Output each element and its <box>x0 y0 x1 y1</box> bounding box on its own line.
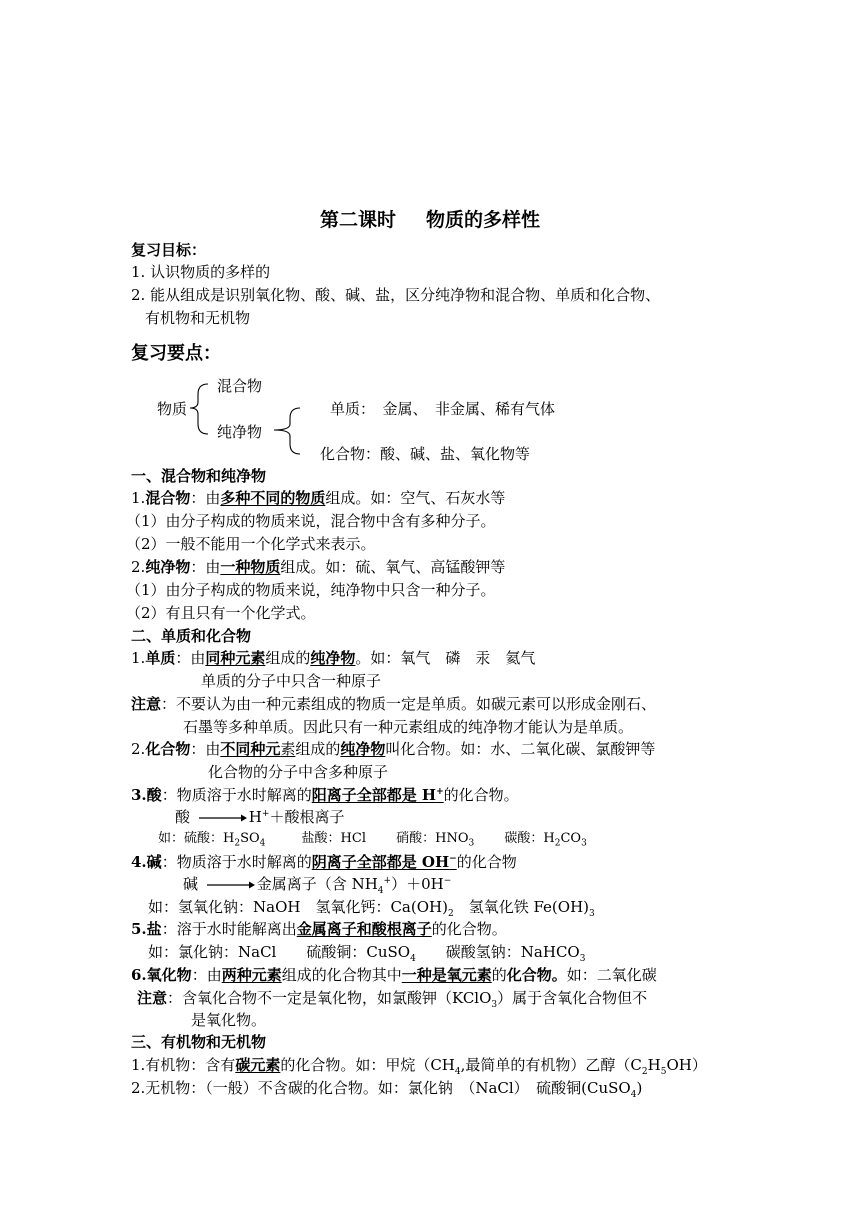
base-examples: 如：氢氧化钠：NaOH 氢氧化钙：$Ca(OH)_2$ 氢氧化铁 $Fe(OH)_3$ <box>148 898 595 919</box>
tree-pure: 纯净物 <box>217 423 263 441</box>
oxide-caution: 注意：含氧化合物不一定是氧化物，如氯酸钾（KClO$_3$）属于含氧化合物但不 <box>137 989 648 1010</box>
mixture-definition: 1.混合物：由多种不同的物质组成。如：空气、石灰水等 <box>131 489 506 507</box>
goal-item-2: 2. 能从组成是识别氧化物、酸、碱、盐，区分纯净物和混合物、单质和化合物、 <box>131 286 661 304</box>
section2-heading: 二、单质和化合物 <box>131 627 252 645</box>
pure-note-2: （2）有且只有一个化学式。 <box>126 604 316 622</box>
title-part2: 物质的多样性 <box>426 209 541 231</box>
section3-heading: 三、有机物和无机物 <box>131 1033 267 1051</box>
section1-heading: 一、混合物和纯净物 <box>131 467 267 485</box>
title-part1: 第二课时 <box>319 209 396 231</box>
arrow-right-icon <box>205 880 255 890</box>
acid-definition: 3.酸：物质溶于水时解离的阳离子全部都是 H+的化合物。 <box>131 786 519 804</box>
element-note: 单质的分子中只含一种原子 <box>201 672 382 690</box>
tree-braces <box>0 0 860 470</box>
base-definition: 4.碱：物质溶于水时解离的阴离子全部都是 OH−的化合物 <box>131 853 517 871</box>
salt-examples: 如：氯化钠：NaCl 硫酸铜：CuSO$_4$ 碳酸氢钠：NaHCO$_3$ <box>148 943 586 964</box>
element-caution: 注意：不要认为由一种元素组成的物质一定是单质。如碳元素可以形成金刚石、 <box>131 695 657 713</box>
tree-mixture: 混合物 <box>217 377 263 395</box>
pure-note-1: （1）由分子构成的物质来说，纯净物中只含一种分子。 <box>126 581 496 599</box>
acid-equation: 酸 H+＋酸根离子 <box>175 808 345 826</box>
oxide-definition: 6.氧化物：由两种元素组成的化合物其中一种是氧元素的化合物。如：二氧化碳 <box>131 966 657 984</box>
acid-examples: 如：硫酸：$H_2SO_4$ 盐酸：HCl 硝酸：$HNO_3$ 碳酸：$H_2CO_3$ <box>158 831 587 849</box>
tree-element: 单质： 金属、 非金属、稀有气体 <box>330 400 556 418</box>
oxide-caution-cont: 是氧化物。 <box>191 1011 267 1029</box>
element-caution-cont: 石墨等多种单质。因此只有一种元素组成的纯净物才能认为是单质。 <box>183 718 634 736</box>
base-equation: 碱 金属离子（含 $NH_4^+)+0H^-$ <box>183 875 452 896</box>
pure-definition: 2.纯净物：由一种物质组成。如：硫、氧气、高锰酸钾等 <box>131 558 506 576</box>
element-definition: 1.单质：由同种元素组成的纯净物。如：氧气 磷 汞 氦气 <box>131 649 536 667</box>
goals-heading: 复习目标： <box>131 241 207 259</box>
mixture-note-2: （2）一般不能用一个化学式来表示。 <box>126 535 376 553</box>
goal-item-1: 1. 认识物质的多样的 <box>131 263 271 281</box>
inorganic-definition: 2.无机物：（一般）不含碳的化合物。如：氯化钠 （NaCl） 硫酸铜(CuSO$_4$) <box>131 1079 643 1100</box>
arrow-right-icon <box>197 813 247 823</box>
salt-definition: 5.盐：溶于水时能解离出金属离子和酸根离子的化合物。 <box>131 920 507 938</box>
goal-item-2-cont: 有机物和无机物 <box>145 309 251 327</box>
tree-compound: 化合物：酸、碱、盐、氧化物等 <box>320 445 531 463</box>
points-heading: 复习要点： <box>131 343 221 364</box>
organic-definition: 1.有机物：含有碳元素的化合物。如：甲烷（$CH_4$,最简单的有机物）乙醇$(C_2H_5OH)$ <box>131 1056 707 1077</box>
compound-definition: 2.化合物：由不同种元素组成的纯净物叫化合物。如：水、二氧化碳、氯酸钾等 <box>131 740 656 758</box>
tree-root: 物质 <box>157 400 188 418</box>
mixture-note-1: （1）由分子构成的物质来说，混合物中含有多种分子。 <box>126 512 496 530</box>
compound-note: 化合物的分子中含多种原子 <box>208 763 389 781</box>
